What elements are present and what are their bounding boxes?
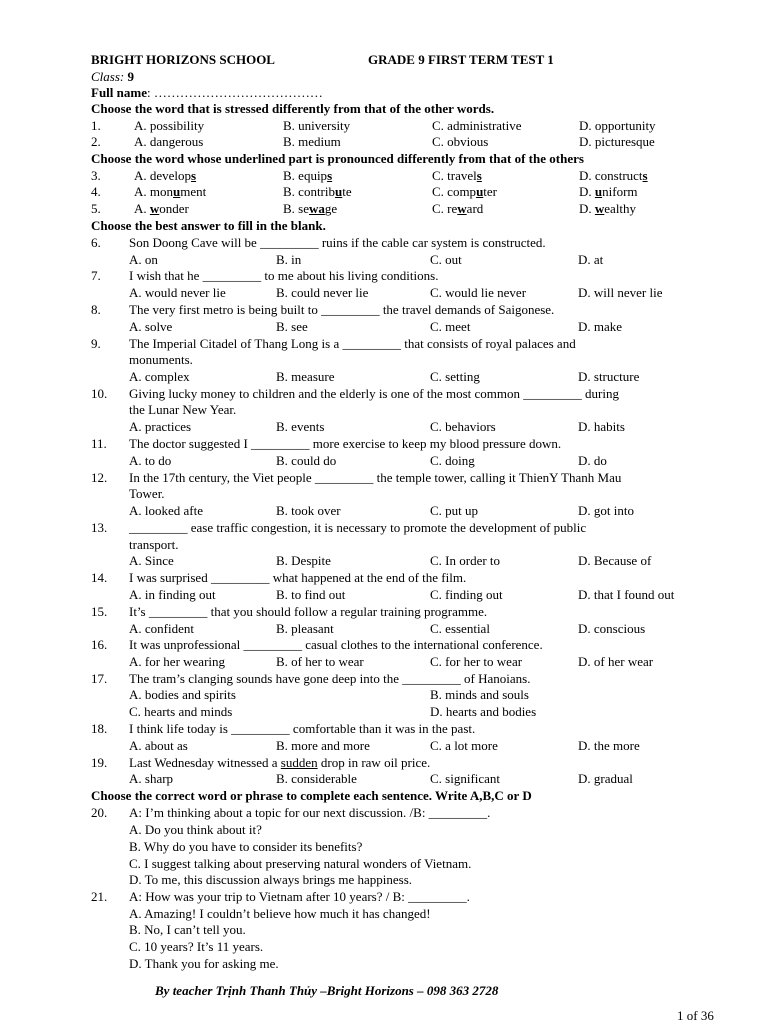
question-3	[0, 167, 768, 184]
option-a: A. Do you think about it?	[129, 822, 262, 837]
option-a: A. Amazing! I couldn’t believe how much it has changed!	[129, 906, 431, 921]
option-b: B. could do	[276, 453, 337, 468]
option-d: D. hearts and bodies	[430, 704, 537, 719]
question-number: 19.	[91, 755, 108, 770]
question-number: 11.	[91, 436, 107, 451]
question-number: 3.	[91, 168, 101, 183]
option-b: B. in	[276, 252, 302, 267]
option-d: D. Because of	[578, 553, 652, 568]
footer	[0, 982, 768, 999]
section-heading: Choose the word whose underlined part is pronounced differently from that of the others	[91, 151, 584, 166]
question-number: 12.	[91, 470, 108, 485]
question-number: 4.	[91, 184, 101, 199]
question-7	[0, 267, 768, 284]
option-c: C. 10 years? It’s 11 years.	[129, 939, 264, 954]
option-c: C. computer	[432, 184, 498, 199]
fullname-dots: : …………………………………	[146, 85, 323, 100]
fullname-row	[0, 84, 768, 101]
option-b: B. more and more	[276, 738, 370, 753]
class-row	[0, 68, 768, 85]
question-14	[0, 569, 768, 586]
option-d: D. gradual	[578, 771, 633, 786]
question-10-options	[0, 418, 768, 435]
question-21	[0, 888, 768, 905]
question-15-options	[0, 620, 768, 637]
option-a: A. develops	[134, 168, 197, 183]
option-a: A. confident	[129, 621, 194, 636]
class-label: Class:	[91, 69, 128, 84]
option-b: B. equips	[283, 168, 333, 183]
question-17-options-row2	[0, 703, 768, 720]
question-stem-cont: monuments.	[129, 352, 193, 367]
option-b: B. university	[283, 118, 351, 133]
option-a: A. practices	[129, 419, 192, 434]
question-16-options	[0, 653, 768, 670]
question-19	[0, 754, 768, 771]
option-a: A. would never lie	[129, 285, 226, 300]
question-stem: Son Doong Cave will be _________ ruins if the cable car system is constructed.	[129, 235, 546, 250]
option-a: A. to do	[129, 453, 172, 468]
page-number: 1 of 36	[677, 1008, 714, 1023]
option-d: D. wealthy	[579, 201, 637, 216]
question-13-cont	[0, 536, 768, 553]
option-b: B. pleasant	[276, 621, 334, 636]
question-number: 18.	[91, 721, 108, 736]
option-d: D. uniform	[579, 184, 638, 199]
question-9	[0, 335, 768, 352]
option-d: D. Thank you for asking me.	[129, 956, 279, 971]
section-heading: Choose the word that is stressed differently from that of the other words.	[91, 101, 495, 116]
question-10	[0, 385, 768, 402]
option-c: C. doing	[430, 453, 475, 468]
option-b: B. of her to wear	[276, 654, 364, 669]
question-stem: I think life today is _________ comfortable than it was in the past.	[129, 721, 476, 736]
question-stem: I was surprised _________ what happened at the end of the film.	[129, 570, 467, 585]
question-number: 7.	[91, 268, 101, 283]
option-c: C. essential	[430, 621, 490, 636]
option-c: C. meet	[430, 319, 471, 334]
option-d: D. will never lie	[578, 285, 663, 300]
option-d: D. make	[578, 319, 623, 334]
option-a: A. bodies and spirits	[129, 687, 236, 702]
option-d: D. structure	[578, 369, 640, 384]
question-stem: The tram’s clanging sounds have gone deep into the _________ of Hanoians.	[129, 671, 531, 686]
question-18	[0, 720, 768, 737]
question-11	[0, 435, 768, 452]
option-c: C. put up	[430, 503, 479, 518]
question-stem: A: I’m thinking about a topic for our next discussion. /B: _________.	[129, 805, 491, 820]
question-17-options-row1	[0, 686, 768, 703]
option-d: D. got into	[578, 503, 634, 518]
option-d: D. at	[578, 252, 604, 267]
question-10-cont	[0, 401, 768, 418]
question-number: 9.	[91, 336, 101, 351]
option-a: A. in finding out	[129, 587, 216, 602]
option-a: A. Since	[129, 553, 174, 568]
option-d: D. opportunity	[579, 118, 656, 133]
question-number: 16.	[91, 637, 108, 652]
option-b: B. sewage	[283, 201, 338, 216]
option-b: B. contribute	[283, 184, 352, 199]
section-heading: Choose the correct word or phrase to complete each sentence. Write A,B,C or D	[91, 788, 532, 803]
option-b: B. medium	[283, 134, 341, 149]
option-b: B. took over	[276, 503, 341, 518]
option-d: D. constructs	[579, 168, 648, 183]
question-20	[0, 804, 768, 821]
option-d: D. of her wear	[578, 654, 654, 669]
question-number: 2.	[91, 134, 101, 149]
question-number: 14.	[91, 570, 108, 585]
question-16	[0, 636, 768, 653]
question-number: 17.	[91, 671, 108, 686]
question-number: 6.	[91, 235, 101, 250]
option-c: C. I suggest talking about preserving natural wonders of Vietnam.	[129, 856, 472, 871]
question-19-options	[0, 770, 768, 787]
option-b: B. Why do you have to consider its benefits?	[129, 839, 363, 854]
question-2	[0, 133, 768, 150]
question-number: 10.	[91, 386, 108, 401]
question-14-options	[0, 586, 768, 603]
question-number: 15.	[91, 604, 108, 619]
option-b: B. Despite	[276, 553, 331, 568]
option-b: B. minds and souls	[430, 687, 529, 702]
question-stem: I wish that he _________ to me about his living conditions.	[129, 268, 439, 283]
option-d: D. habits	[578, 419, 625, 434]
question-number: 13.	[91, 520, 108, 535]
question-6	[0, 234, 768, 251]
question-stem: In the 17th century, the Viet people _________ the temple tower, calling it ThienY Thanh Mau	[129, 470, 622, 485]
option-d: D. do	[578, 453, 607, 468]
option-a: A. dangerous	[134, 134, 204, 149]
header-row	[0, 51, 768, 68]
option-c: C. setting	[430, 369, 480, 384]
option-a: A. looked afte	[129, 503, 204, 518]
question-number: 5.	[91, 201, 101, 216]
option-c: C. out	[430, 252, 462, 267]
question-18-options	[0, 737, 768, 754]
question-5	[0, 200, 768, 217]
option-a: A. possibility	[134, 118, 205, 133]
question-4	[0, 183, 768, 200]
question-stem: _________ ease traffic congestion, it is necessary to promote the development of public	[129, 520, 587, 535]
option-d: D. that I found out	[578, 587, 675, 602]
option-a: A. about as	[129, 738, 188, 753]
question-stem-cont: the Lunar New Year.	[129, 402, 237, 417]
section-heading: Choose the best answer to fill in the blank.	[91, 218, 326, 233]
school-name: BRIGHT HORIZONS SCHOOL	[91, 52, 275, 67]
option-c: C. obvious	[432, 134, 489, 149]
question-13	[0, 519, 768, 536]
footer-credit: By teacher Trịnh Thanh Thủy –Bright Horizons – 098 363 2728	[155, 983, 499, 998]
page-number-row	[0, 1007, 768, 1024]
question-9-cont	[0, 351, 768, 368]
option-c: C. would lie never	[430, 285, 527, 300]
question-stem: The very first metro is being built to _________ the travel demands of Saigonese.	[129, 302, 555, 317]
question-17	[0, 670, 768, 687]
option-a: A. for her wearing	[129, 654, 226, 669]
question-11-options	[0, 452, 768, 469]
question-12	[0, 469, 768, 486]
question-stem-cont: Tower.	[129, 486, 165, 501]
option-d: D. picturesque	[579, 134, 655, 149]
option-b: B. to find out	[276, 587, 346, 602]
class-value: 9	[127, 69, 134, 84]
option-b: B. could never lie	[276, 285, 369, 300]
option-c: C. finding out	[430, 587, 503, 602]
question-8-options	[0, 318, 768, 335]
option-b: B. considerable	[276, 771, 357, 786]
option-a: A. sharp	[129, 771, 174, 786]
option-d: D. conscious	[578, 621, 646, 636]
option-a: A. wonder	[134, 201, 189, 216]
question-12-cont	[0, 485, 768, 502]
option-b: B. events	[276, 419, 325, 434]
option-a: A. complex	[129, 369, 190, 384]
option-c: C. for her to wear	[430, 654, 523, 669]
question-number: 1.	[91, 118, 101, 133]
question-stem: Giving lucky money to children and the elderly is one of the most common _________ during	[129, 386, 619, 401]
question-12-options	[0, 502, 768, 519]
question-number: 21.	[91, 889, 108, 904]
question-number: 8.	[91, 302, 101, 317]
option-c: C. hearts and minds	[129, 704, 233, 719]
option-c: C. a lot more	[430, 738, 498, 753]
option-c: C. travels	[432, 168, 482, 183]
option-a: A. solve	[129, 319, 173, 334]
option-d: D. To me, this discussion always brings me happiness.	[129, 872, 413, 887]
option-c: C. In order to	[430, 553, 501, 568]
question-6-options	[0, 251, 768, 268]
option-b: B. measure	[276, 369, 335, 384]
option-c: C. behaviors	[430, 419, 496, 434]
option-a: A. monument	[134, 184, 207, 199]
test-title: GRADE 9 FIRST TERM TEST 1	[368, 52, 554, 67]
question-stem: It was unprofessional _________ casual clothes to the international conference.	[129, 637, 543, 652]
option-c: C. reward	[432, 201, 484, 216]
question-stem: A: How was your trip to Vietnam after 10 years? / B: _________.	[129, 889, 470, 904]
option-b: B. No, I can’t tell you.	[129, 922, 246, 937]
question-stem: The Imperial Citadel of Thang Long is a _________ that consists of royal palaces and	[129, 336, 576, 351]
option-c: C. significant	[430, 771, 501, 786]
question-stem: Last Wednesday witnessed a sudden drop in raw oil price.	[129, 755, 431, 770]
question-stem: It’s _________ that you should follow a regular training programme.	[129, 604, 488, 619]
question-stem: The doctor suggested I _________ more exercise to keep my blood pressure down.	[129, 436, 562, 451]
question-stem-cont: transport.	[129, 537, 179, 552]
question-13-options	[0, 552, 768, 569]
question-number: 20.	[91, 805, 108, 820]
option-d: D. the more	[578, 738, 640, 753]
fullname-label: Full name	[91, 85, 147, 100]
question-7-options	[0, 284, 768, 301]
question-15	[0, 603, 768, 620]
question-1	[0, 117, 768, 134]
option-b: B. see	[276, 319, 308, 334]
option-c: C. administrative	[432, 118, 522, 133]
question-8	[0, 301, 768, 318]
option-a: A. on	[129, 252, 158, 267]
question-9-options	[0, 368, 768, 385]
